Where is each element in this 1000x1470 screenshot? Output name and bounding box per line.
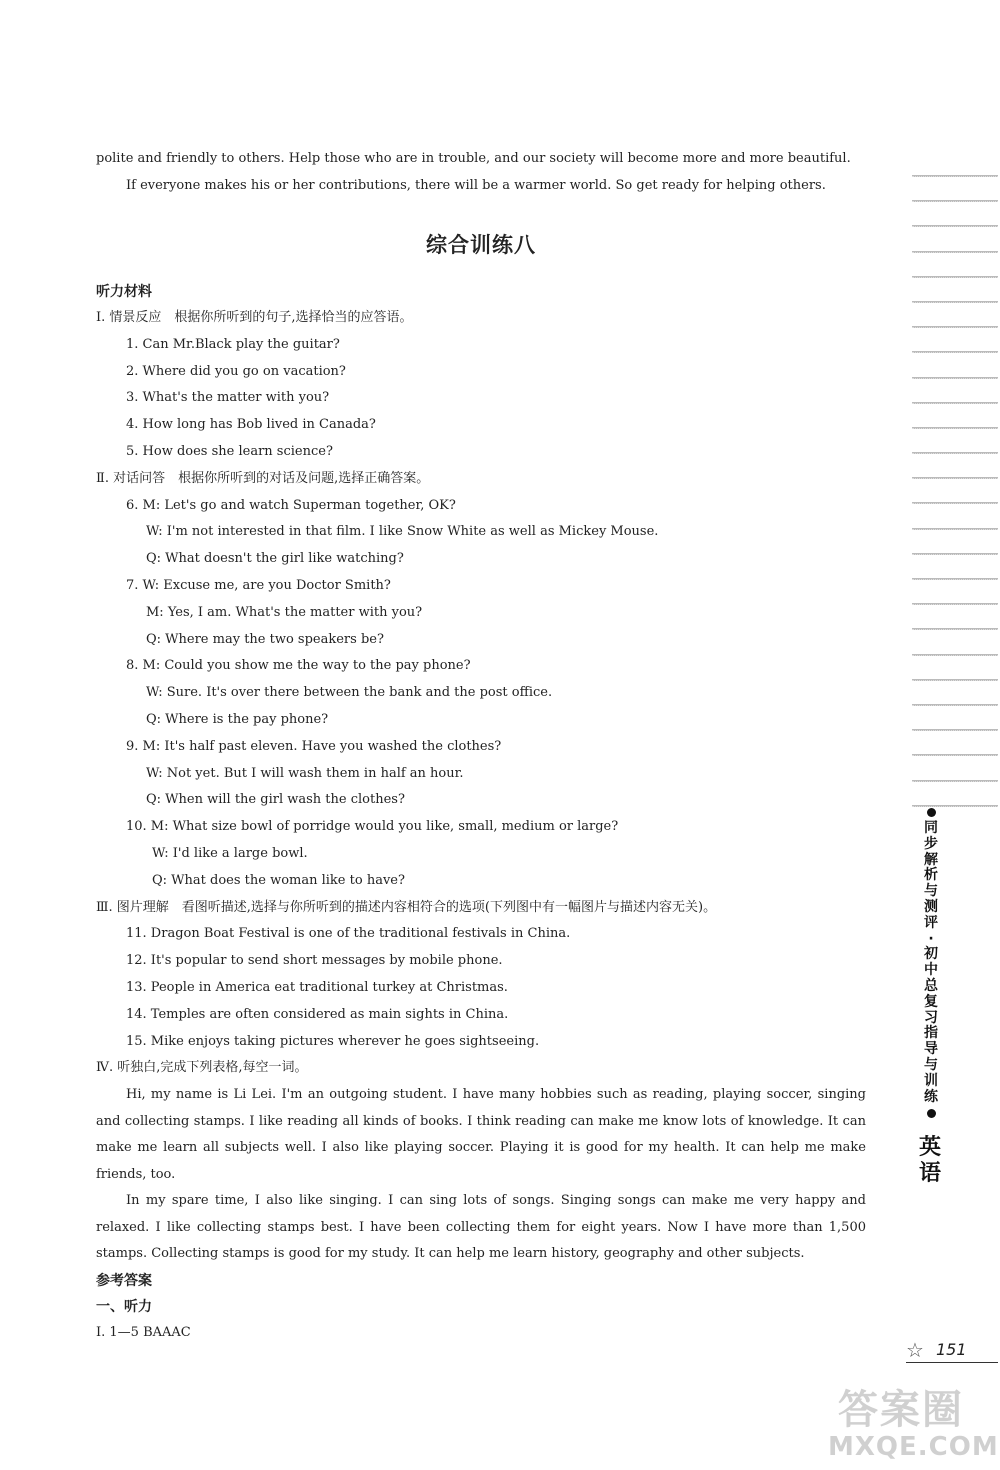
list-item: 1. Can Mr.Black play the guitar? [126, 336, 340, 352]
list-item: 2. Where did you go on vacation? [126, 363, 346, 379]
intro-paragraph-2: If everyone makes his or her contributions, there will be a warmer world. So get ready for helping others. [126, 178, 826, 193]
bullet-dot-icon [927, 808, 936, 817]
margin-ruled-lines [912, 175, 998, 830]
list-item: 3. What's the matter with you? [126, 390, 330, 406]
side-banner-char: 步 [924, 835, 938, 852]
subject-char: 英 [918, 1135, 941, 1160]
side-banner-char: 复 [924, 993, 938, 1010]
side-banner-char: 析 [924, 867, 938, 884]
subject-char: 语 [918, 1161, 941, 1186]
side-banner-char: 测 [924, 898, 938, 915]
dialogue-line: W: I'd like a large bowl. [152, 845, 308, 861]
dialogue-line: Q: Where may the two speakers be? [146, 631, 384, 647]
section-1-label: Ⅰ. 情景反应 根据你所听到的句子,选择恰当的应答语。 [96, 310, 413, 325]
list-item: 11. Dragon Boat Festival is one of the traditional festivals in China. [126, 926, 571, 942]
watermark [828, 1378, 998, 1468]
star-icon: ☆ [906, 1338, 924, 1362]
intro-paragraph-1: polite and friendly to others. Help those who are in trouble, and our society will become more and more beautiful. [96, 151, 851, 166]
side-banner-char: 总 [924, 977, 938, 994]
subject-label [915, 1135, 945, 1187]
page-number-box [906, 1338, 998, 1363]
dialogue-line: 7. W: Excuse me, are you Doctor Smith? [126, 577, 391, 593]
monologue-paragraph-2: In my spare time, I also like singing. I can sing lots of songs. Singing songs can make me very happy and relaxed. I like collecting stamps best. I have been collecting them for eight years. Now I have more than 1,500 stamps. Collecting stamps is good for my study. It can help me learn history, geography and other subjects. [96, 1193, 866, 1262]
side-banner [918, 808, 944, 1122]
answer-line: Ⅰ. 1—5 BAAAC [96, 1324, 191, 1340]
section-3-label: Ⅲ. 图片理解 看图听描述,选择与你所听到的描述内容相符合的选项(下列图中有一幅图片与描述内容无关)。 [96, 899, 717, 915]
dialogue-line: W: Not yet. But I will wash them in half an hour. [146, 765, 464, 781]
list-item: 14. Temples are often considered as main sights in China. [126, 1006, 509, 1022]
dialogue-line: 9. M: It's half past eleven. Have you washed the clothes? [126, 738, 502, 754]
section-4-label: Ⅳ. 听独白,完成下列表格,每空一词。 [96, 1060, 308, 1076]
dialogue-line: 6. M: Let's go and watch Superman together, OK? [126, 497, 456, 513]
watermark-logo-text: 答案圈 [838, 1387, 964, 1433]
bullet-dot-icon [927, 1109, 936, 1118]
answers-heading: 参考答案 [96, 1272, 152, 1289]
watermark-url: MXQE.COM [828, 1432, 999, 1462]
dialogue-line: Q: What does the woman like to have? [152, 872, 405, 888]
side-banner-char: 解 [924, 851, 938, 868]
side-banner-char: 与 [924, 1056, 938, 1073]
list-item: 5. How does she learn science? [126, 443, 333, 459]
dialogue-line: 8. M: Could you show me the way to the pay phone? [126, 658, 471, 674]
page-content [96, 145, 866, 1346]
side-banner-char: 指 [924, 1025, 938, 1042]
dialogue-line: 10. M: What size bowl of porridge would you like, small, medium or large? [126, 819, 619, 835]
dialogue-line: W: I'm not interested in that film. I like Snow White as well as Mickey Mouse. [146, 524, 659, 540]
side-banner-char: 习 [924, 1009, 938, 1026]
dialogue-line: Q: What doesn't the girl like watching? [146, 551, 404, 567]
listening-heading: 听力材料 [96, 284, 152, 300]
list-item: 4. How long has Bob lived in Canada? [126, 417, 376, 433]
dialogue-line: Q: Where is the pay phone? [146, 711, 329, 727]
dialogue-line: M: Yes, I am. What's the matter with you? [146, 604, 423, 620]
side-banner-char: 评 [924, 914, 938, 931]
list-item: 15. Mike enjoys taking pictures wherever he goes sightseeing. [126, 1033, 540, 1049]
answers-subheading: 一、听力 [96, 1298, 152, 1315]
side-banner-char: 练 [924, 1088, 938, 1105]
side-banner-char: 与 [924, 883, 938, 900]
side-banner-char: 中 [924, 962, 938, 979]
list-item: 12. It's popular to send short messages by mobile phone. [126, 953, 503, 969]
monologue-paragraph-1: Hi, my name is Li Lei. I'm an outgoing student. I have many hobbies such as reading, playing soccer, singing and collecting stamps. I like reading all kinds of books. I think reading can make me know lots of knowledge. It can make me learn all subjects well. I also like playing soccer. Playing it is good for my health. It can help me make friends, too. [96, 1087, 866, 1182]
side-banner-char: · [928, 930, 934, 947]
side-banner-char: 导 [924, 1041, 938, 1058]
side-banner-text [918, 821, 944, 1105]
side-banner-char: 初 [924, 946, 938, 963]
dialogue-line: Q: When will the girl wash the clothes? [146, 792, 405, 808]
list-item: 13. People in America eat traditional turkey at Christmas. [126, 979, 508, 995]
side-banner-char: 训 [924, 1072, 938, 1089]
section-2-label: Ⅱ. 对话问答 根据你所听到的对话及问题,选择正确答案。 [96, 470, 430, 486]
side-banner-char: 同 [924, 820, 938, 836]
dialogue-line: W: Sure. It's over there between the bank and the post office. [146, 685, 553, 701]
page-number: 151 [936, 1340, 967, 1359]
page-title: 综合训练八 [426, 233, 536, 257]
